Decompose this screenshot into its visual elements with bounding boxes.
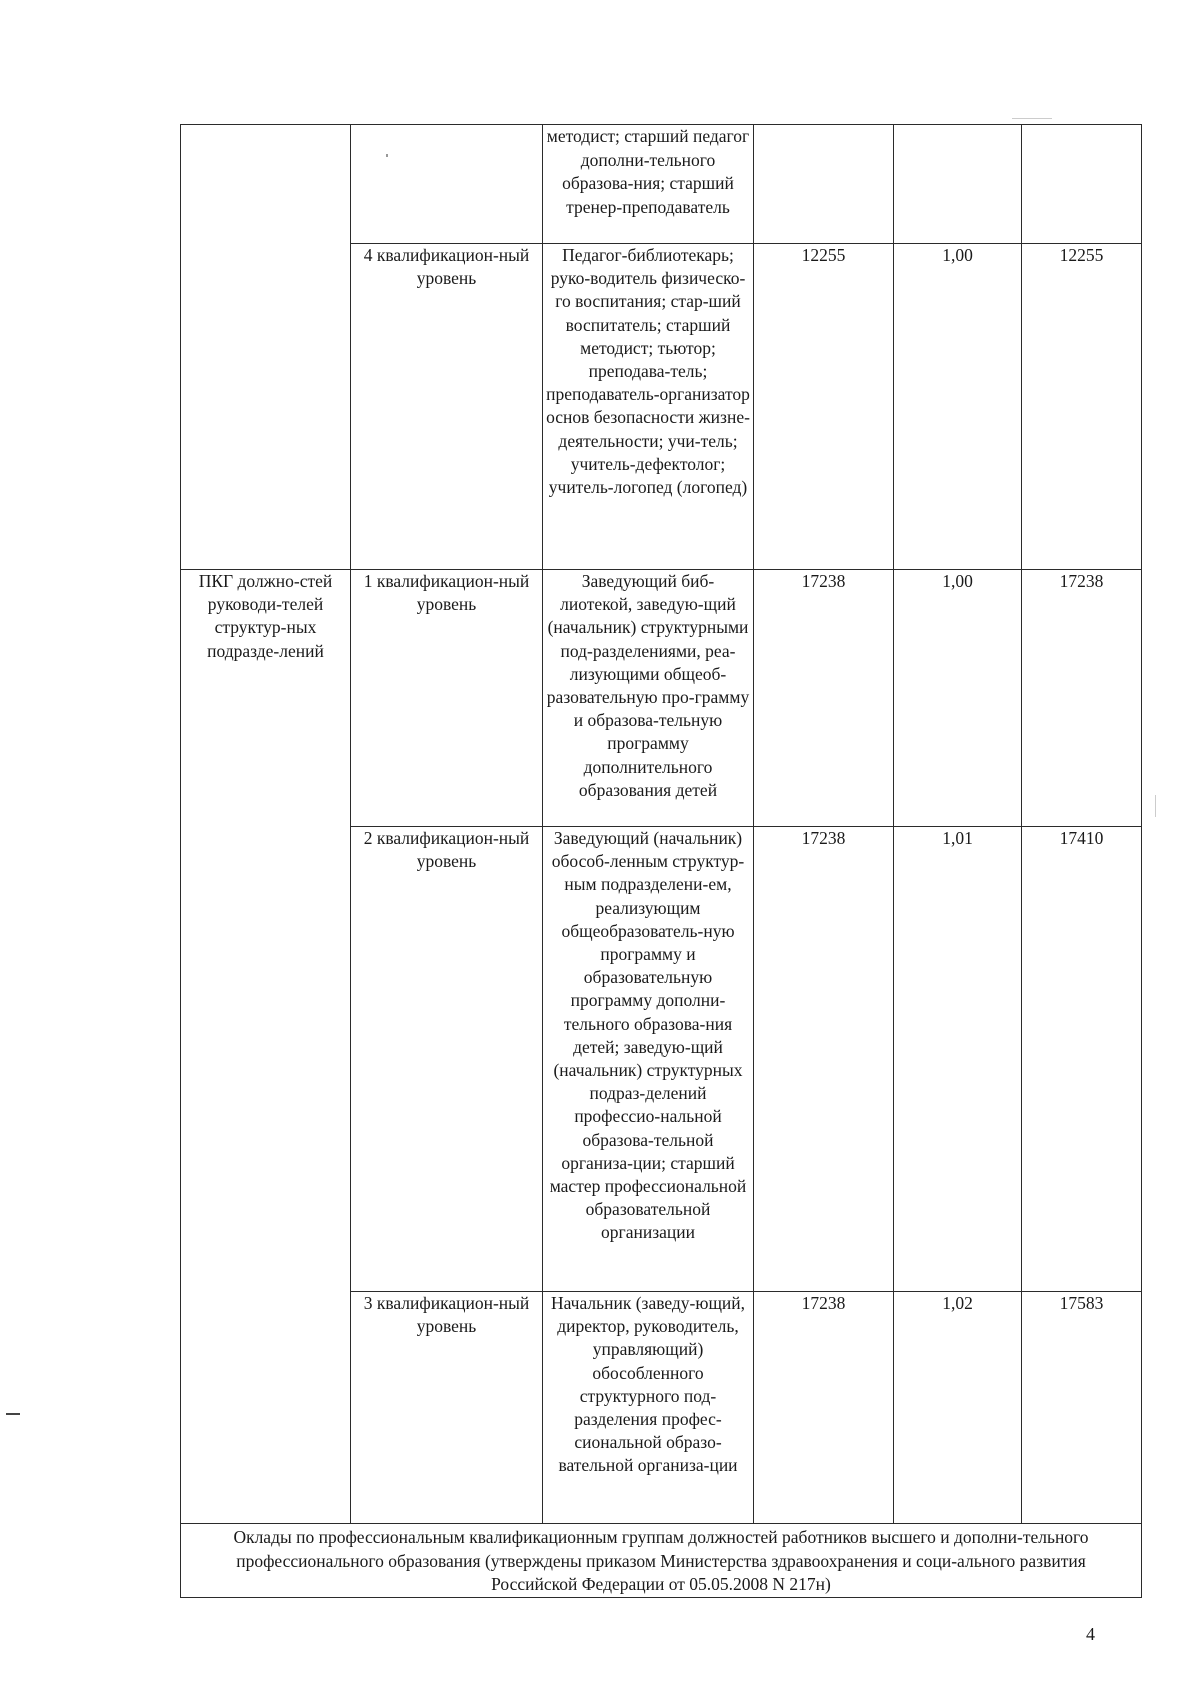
positions-cell: Заведующий биб-лиотекой, заведую-щий (начальник) структурными под-разделениями, реа-лизующими общеоб-разовательную про-грамму и образова-тельную программу дополнительного образования детей	[543, 570, 754, 827]
level-cell: 4 квалификацион-ный уровень	[351, 244, 543, 570]
base-salary-cell: 17238	[754, 827, 894, 1292]
level-cell: 1 квалификацион-ный уровень	[351, 570, 543, 827]
base-salary-cell: 17238	[754, 570, 894, 827]
scan-artifact	[6, 1413, 20, 1415]
level-cell: 3 квалификацион-ный уровень	[351, 1292, 543, 1524]
salary-cell: 17583	[1022, 1292, 1142, 1524]
scan-artifact	[1012, 118, 1052, 119]
coefficient-cell	[894, 125, 1022, 244]
scan-artifact	[1155, 795, 1156, 817]
level-cell: 2 квалификацион-ный уровень	[351, 827, 543, 1292]
salary-cell	[1022, 125, 1142, 244]
positions-cell: Педагог-библиотекарь; руко-водитель физическо-го воспитания; стар-ший воспитатель; старший методист; тьютор; преподава-тель; преподаватель-организатор основ безопасности жизне-деятельности; учи-тель; учитель-дефектолог; учитель-логопед (логопед)	[543, 244, 754, 570]
positions-cell: методист; старший педагог дополни-тельного образова-ния; старший тренер-преподаватель	[543, 125, 754, 244]
coefficient-cell: 1,02	[894, 1292, 1022, 1524]
salary-table	[180, 124, 1142, 1598]
level-cell	[351, 125, 543, 244]
base-salary-cell: 17238	[754, 1292, 894, 1524]
base-salary-cell	[754, 125, 894, 244]
group-cell: ПКГ должно-стей руководи-телей структур-ных подразде-лений	[181, 570, 351, 1524]
coefficient-cell: 1,01	[894, 827, 1022, 1292]
base-salary-cell: 12255	[754, 244, 894, 570]
scan-artifact	[386, 154, 388, 157]
positions-cell: Начальник (заведу-ющий, директор, руководитель, управляющий) обособленного структурного под-разделения профес-сиональной образо-вательной организа-ции	[543, 1292, 754, 1524]
table-row	[181, 570, 1142, 827]
salary-cell: 17238	[1022, 570, 1142, 827]
positions-cell: Заведующий (начальник) обособ-ленным структур-ным подразделени-ем, реализующим общеобразователь-ную программу и образовательную программу дополни-тельного образова-ния детей; заведую-щий (начальник) структурных подраз-делений профессио-нальной образова-тельной организа-ции; старший мастер профессиональной образовательной организации	[543, 827, 754, 1292]
salary-cell: 12255	[1022, 244, 1142, 570]
table-row	[181, 125, 1142, 244]
coefficient-cell: 1,00	[894, 570, 1022, 827]
group-cell	[181, 125, 351, 570]
coefficient-cell: 1,00	[894, 244, 1022, 570]
page-number: 4	[1086, 1624, 1095, 1644]
footer-note: Оклады по профессиональным квалификационным группам должностей работников высшего и дополни-тельного профессионального образования (утверждены приказом Министерства здравоохранения и соци-ального развития Российской Федерации от 05.05.2008 N 217н)	[181, 1524, 1142, 1598]
table-footer-row	[181, 1524, 1142, 1598]
salary-cell: 17410	[1022, 827, 1142, 1292]
